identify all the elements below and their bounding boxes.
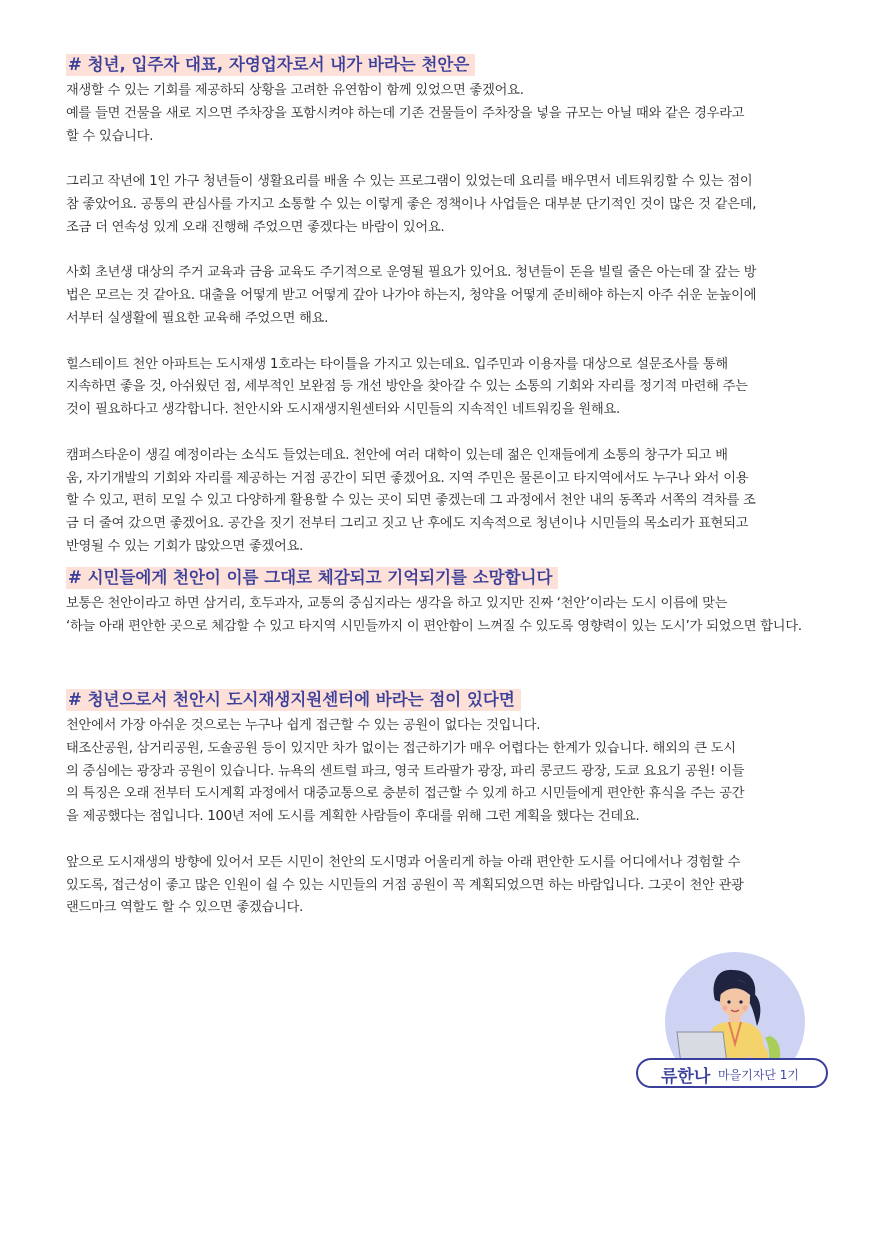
body-line xyxy=(66,331,826,354)
body-line: 재생할 수 있는 기회를 제공하되 상황을 고려한 유연함이 함께 있었으면 좋겠어요. xyxy=(66,83,524,98)
body-line: 사회 초년생 대상의 주거 교육과 금융 교육도 주기적으로 운영될 필요가 있어요. 청년들이 돈을 빌릴 줄은 아는데 잘 갚는 방 xyxy=(66,265,757,281)
body-line: 그리고 작년에 1인 가구 청년들이 생활요리를 배울 수 있는 프로그램이 있었는데 요리를 배우면서 네트워킹할 수 있는 점이 xyxy=(66,174,753,190)
body-line: 힐스테이트 천안 아파트는 도시재생 1호라는 타이틀을 가지고 있는데요. 입주민과 이용자를 대상으로 설문조사를 통해 xyxy=(66,356,728,372)
body-line: 법은 모르는 것 같아요. 대출을 어떻게 받고 어떻게 갚아 나가야 하는지, 청약을 어떻게 준비해야 하는지 아주 쉬운 눈높이에 xyxy=(66,288,757,304)
section-body xyxy=(66,593,826,639)
body-line: 할 수 있고, 편히 모일 수 있고 다양하게 활용할 수 있는 곳이 되면 좋겠는데 그 과정에서 천안 내의 동쪽과 서쪽의 격차를 조 xyxy=(66,493,756,509)
author-name: 류한나 xyxy=(661,1067,711,1087)
section-wishes-for-center xyxy=(66,689,826,920)
author-profile xyxy=(636,952,832,1092)
body-line: 있도록, 접근성이 좋고 많은 인원이 쉴 수 있는 시민들의 거점 공원이 꼭 계획되었으면 하는 바람입니다. 그곳이 천안 관광 xyxy=(66,877,744,893)
body-line: 태조산공원, 삼거리공원, 도솔공원 등이 있지만 차가 없이는 접근하기가 매우 어렵다는 한계가 있습니다. 해외의 큰 도시 xyxy=(66,740,736,756)
body-line: 할 수 있습니다. xyxy=(66,128,154,144)
avatar xyxy=(665,952,805,1070)
section-body xyxy=(66,715,826,920)
body-line: 참 좋았어요. 공통의 관심사를 가지고 소통할 수 있는 이렇게 좋은 정책이나 사업들은 대부분 단기적인 것이 많은 것 같은데, xyxy=(66,196,757,212)
body-line: 반영될 수 있는 기회가 많았으면 좋겠어요. xyxy=(66,538,304,554)
body-line: 서부터 실생활에 필요한 교육해 주었으면 해요. xyxy=(66,310,329,326)
section-heading: # 청년으로서 천안시 도시재생지원센터에 바라는 점이 있다면 xyxy=(66,689,521,711)
body-line: 금 더 줄여 갔으면 좋겠어요. 공간을 짓기 전부터 그리고 짓고 난 후에도 지속적으로 청년이나 시민들의 목소리가 표현되고 xyxy=(66,516,749,532)
body-line xyxy=(66,829,826,852)
section-wishes-for-cheonan xyxy=(66,54,826,559)
body-line: 캠퍼스타운이 생길 예정이라는 소식도 들었는데요. 천안에 여러 대학이 있는데 젊은 인재들에게 소통의 창구가 되고 배 xyxy=(66,447,728,463)
body-line: 보통은 천안이라고 하면 삼거리, 호두과자, 교통의 중심지라는 생각을 하고 있지만 진짜 ‘천안’이라는 도시 이름에 맞는 xyxy=(66,596,728,611)
body-line xyxy=(66,422,826,445)
body-line: 의 중심에는 광장과 공원이 있습니다. 뉴욕의 센트럴 파크, 영국 트라팔가 광장, 파리 콩코드 광장, 도쿄 요요기 공원! 이들 xyxy=(66,763,745,779)
section-heading: # 시민들에게 천안이 이름 그대로 체감되고 기억되기를 소망합니다 xyxy=(66,567,558,589)
section-heading: # 청년, 입주자 대표, 자영업자로서 내가 바라는 천안은 xyxy=(66,54,475,76)
body-line: 을 제공했다는 점입니다. 100년 저에 도시를 계획한 사람들이 후대를 위해 그런 계획을 했다는 건데요. xyxy=(66,809,640,825)
body-line xyxy=(66,148,826,171)
section-hope-for-citizens xyxy=(66,567,826,639)
body-line: 랜드마크 역할도 할 수 있으면 좋겠습니다. xyxy=(66,900,304,916)
body-line: 움, 자기개발의 기회와 자리를 제공하는 거점 공간이 되면 좋겠어요. 지역 주민은 물론이고 타지역에서도 누구나 와서 이용 xyxy=(66,470,749,486)
body-line: 것이 필요하다고 생각합니다. 천안시와 도시재생지원센터와 시민들의 지속적인 네트워킹을 원해요. xyxy=(66,402,621,418)
body-line: 천안에서 가장 아쉬운 것으로는 누구나 쉽게 접근할 수 있는 공원이 없다는 것입니다. xyxy=(66,718,541,733)
author-name-tag xyxy=(636,1058,828,1088)
body-line: ‘하늘 아래 편안한 곳으로 체감할 수 있고 타지역 시민들까지 이 편안함이 느껴질 수 있도록 영향력이 있는 도시’가 되었으면 합니다. xyxy=(66,618,802,634)
author-role: 마을기자단 1기 xyxy=(718,1068,800,1082)
body-line xyxy=(66,240,826,263)
body-line: 조금 더 연속성 있게 오래 진행해 주었으면 좋겠다는 바람이 있어요. xyxy=(66,219,445,235)
body-line: 예를 들면 건물을 새로 지으면 주차장을 포함시켜야 하는데 기존 건물들이 주차장을 넣을 규모는 아닐 때와 같은 경우라고 xyxy=(66,105,745,121)
section-body xyxy=(66,80,826,559)
body-line: 지속하면 좋을 것, 아쉬웠던 점, 세부적인 보완점 등 개선 방안을 찾아갈 수 있는 소통의 기회와 자리를 정기적 마련해 주는 xyxy=(66,379,748,395)
body-line: 의 특징은 오래 전부터 도시계획 과정에서 대중교통으로 충분히 접근할 수 있게 하고 시민들에게 편안한 휴식을 주는 공간 xyxy=(66,786,745,802)
body-line: 앞으로 도시재생의 방향에 있어서 모든 시민이 천안의 도시명과 어울리게 하늘 아래 편안한 도시를 어디에서나 경험할 수 xyxy=(66,854,741,870)
woman-laptop-icon xyxy=(665,952,805,1070)
